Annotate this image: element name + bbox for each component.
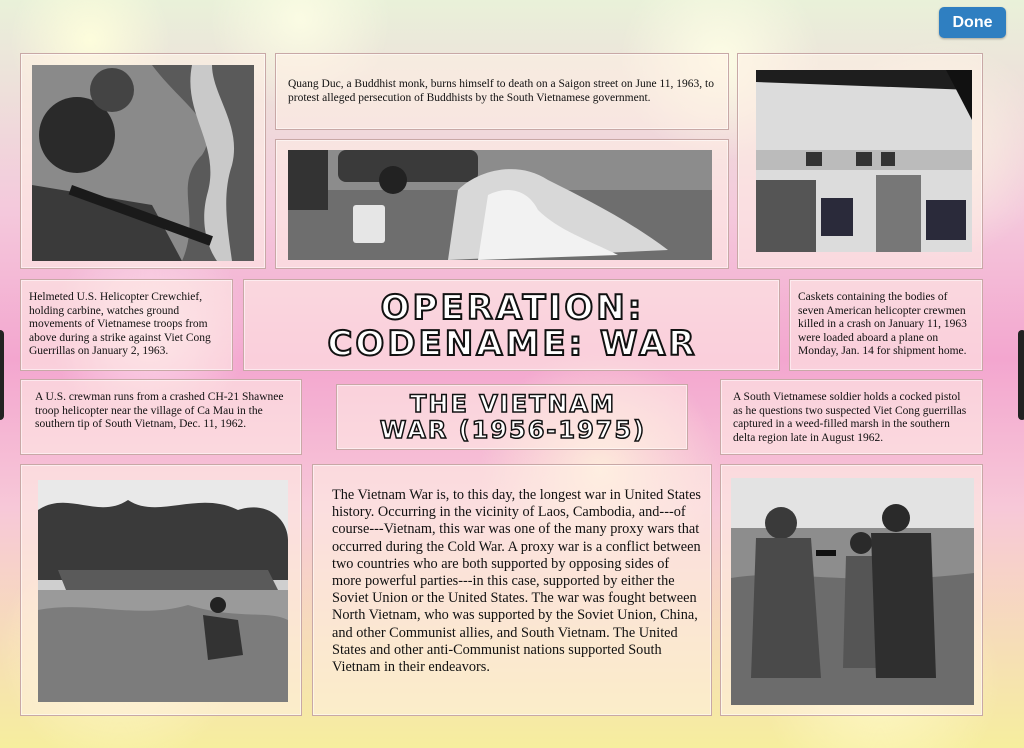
crewchief-photo-panel <box>20 53 266 269</box>
crewchief-caption-panel <box>20 279 233 371</box>
caskets-photo <box>756 70 972 252</box>
subtitle-panel <box>336 384 688 450</box>
right-edge-tab <box>1018 330 1024 420</box>
soldier-pistol-caption-panel <box>720 379 983 455</box>
crewchief-photo <box>32 65 254 261</box>
crewman-runs-caption-panel <box>20 379 302 455</box>
subtitle-line1: THE VIETNAM <box>409 390 617 418</box>
crashed-helicopter-photo-panel <box>20 464 302 716</box>
crewman-runs-caption: A U.S. crewman runs from a crashed CH-21 Shawnee troop helicopter near the village of Ca Mau in the southern tip of South Vietnam, Dec. 11, 1962. <box>35 391 284 430</box>
page-title-line1: OPERATION: <box>380 288 645 328</box>
caskets-caption: Caskets containing the bodies of seven American helicopter crewmen killed in a crash on January 11, 1963 were loaded aboard a plane on Monday, Jan. 14 for shipment home. <box>798 291 967 357</box>
soldier-pistol-caption: A South Vietnamese soldier holds a cocked pistol as he questions two suspected Viet Cong guerrillas captured in a weed-filled marsh in the southern delta region late in August 1962. <box>733 391 967 444</box>
left-edge-tab <box>0 330 4 420</box>
caskets-photo-panel <box>737 53 983 269</box>
quang-duc-caption: Quang Duc, a Buddhist monk, burns himself to death on a Saigon street on June 11, 1963, to protest alleged persecution of Buddhists by the South Vietnamese government. <box>288 78 714 104</box>
body-text: The Vietnam War is, to this day, the longest war in United States history. Occurring in the vicinity of Laos, Cambodia, and---of course---Vietnam, this war was one of the many proxy wars that occurred during the Cold War. A proxy war is a conflict between two countries who are both supported by opposing sides of more powerful parties---in this case, supported by either the Soviet Union or the United States. The war was fought between North Vietnam, who was supported by the Soviet Union, China, and other Communist allies, and South Vietnam. The United States and other anti-Communist nations supported South Vietnam in their endeavors. <box>332 487 701 676</box>
caskets-caption-panel <box>789 279 983 371</box>
page-title-line2: CODENAME: WAR <box>327 324 698 364</box>
quang-duc-photo <box>288 150 712 260</box>
subtitle-line2: WAR (1956-1975) <box>379 416 647 444</box>
quang-duc-photo-panel <box>275 139 729 269</box>
crashed-helicopter-photo <box>38 480 288 702</box>
quang-duc-caption-panel <box>275 53 729 130</box>
title-panel <box>243 279 780 371</box>
soldier-pistol-photo-panel <box>720 464 983 716</box>
soldier-pistol-photo <box>731 478 974 705</box>
crewchief-caption: Helmeted U.S. Helicopter Crewchief, holding carbine, watches ground movements of Vietnamese troops from above during a strike against Viet Cong Guerrillas on January 2, 1963. <box>29 291 211 357</box>
done-button[interactable]: Done <box>939 7 1006 38</box>
body-text-panel <box>312 464 712 716</box>
